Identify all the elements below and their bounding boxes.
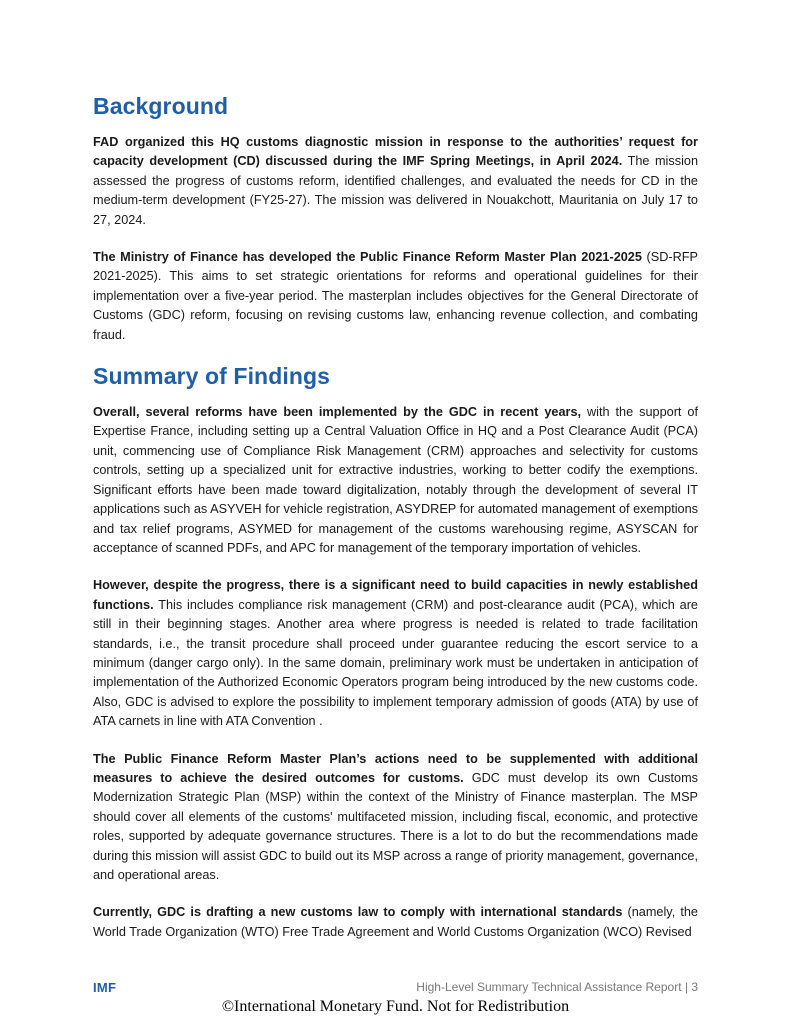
footer-running-title: High-Level Summary Technical Assistance Report | 3: [416, 980, 698, 994]
paragraph: [93, 403, 698, 558]
copyright-watermark: ©International Monetary Fund. Not for Redistribution: [221, 998, 570, 1015]
paragraph-lead: However, despite the progress, there is a significant need to build capacities in newly established functions.: [93, 578, 698, 612]
paragraph-lead: The Ministry of Finance has developed the Public Finance Reform Master Plan 2021-2025: [93, 250, 642, 265]
imf-logo: IMF: [93, 980, 117, 995]
paragraph-body: GDC must develop its own Customs Modernization Strategic Plan (MSP) within the context of the Ministry of Finance masterplan. The MSP should cover all elements of the customs' multifaceted mission, including fiscal, economic, and protective roles, supported by adequate governance structures. There is a lot to do but the recommendations made during this mission will assist GDC to build out its MSP across a range of priority management, governance, and operational areas.: [93, 770, 699, 882]
paragraph-body: (namely, the World Trade Organization (WTO) Free Trade Agreement and World Customs Organization (WCO) Revised: [93, 905, 698, 939]
paragraph: [93, 750, 698, 886]
paragraph: [93, 133, 698, 230]
paragraph-body: The mission assessed the progress of customs reform, identified challenges, and evaluated the needs for CD in the medium-term development (FY25-27). The mission was delivered in Nouakchott, Mauritania on July 17 to 27, 2024.: [93, 154, 698, 227]
paragraph-lead: Currently, GDC is drafting a new customs law to comply with international standards: [93, 905, 623, 920]
section-heading-background: Background: [93, 93, 229, 119]
paragraph-body: (SD-RFP 2021-2025). This aims to set strategic orientations for reforms and operational guidelines for their implementation over a five-year period. The masterplan includes objectives for the General Directorate of Customs (GDC) reform, focusing on revising customs law, enhancing revenue collection, and combating fraud.: [93, 250, 699, 342]
paragraph: [93, 576, 698, 731]
page-content: [93, 90, 698, 942]
section-heading-summary-of-findings: Summary of Findings: [93, 363, 331, 390]
paragraph: [93, 248, 698, 345]
paragraph-body: with the support of Expertise France, including setting up a Central Valuation Office in HQ and a Post Clearance Audit (PCA) unit, commencing use of Compliance Risk Management (CRM) approaches and selectivity for customs controls, setting up a specialized unit for extractive industries, working to better codify the exemptions. Significant efforts have been made toward digitalization, notably through the development of several IT applications such as ASYVEH for vehicle registration, ASYDREP for automated management of exemptions and tax relief programs, ASYMED for management of the customs warehousing regime, ASYSCAN for acceptance of scanned PDFs, and APC for management of the temporary importation of vehicles.: [93, 405, 698, 555]
paragraph-lead: Overall, several reforms have been implemented by the GDC in recent years,: [93, 405, 582, 420]
paragraph-body: This includes compliance risk management (CRM) and post-clearance audit (PCA), which are still in their beginning stages. Another area where progress is needed is related to trade facilitation standards, i.e., the transit procedure shall proceed under guarantee reducing the escort service to a minimum (danger cargo only). In the same domain, preliminary work must be undertaken in anticipation of implementation of the Authorized Economic Operators program being introduced by the new customs code. Also, GDC is advised to explore the possibility to implement temporary admission of goods (ATA) by use of ATA carnets in line with ATA Convention .: [93, 597, 698, 729]
paragraph-lead: The Public Finance Reform Master Plan’s actions need to be supplemented with additional measures to achieve the desired outcomes for customs.: [93, 751, 698, 785]
paragraph-lead: FAD organized this HQ customs diagnostic mission in response to the authorities’ request for capacity development (CD) discussed during the IMF Spring Meetings, in April 2024.: [93, 135, 698, 169]
paragraph: [93, 903, 698, 942]
